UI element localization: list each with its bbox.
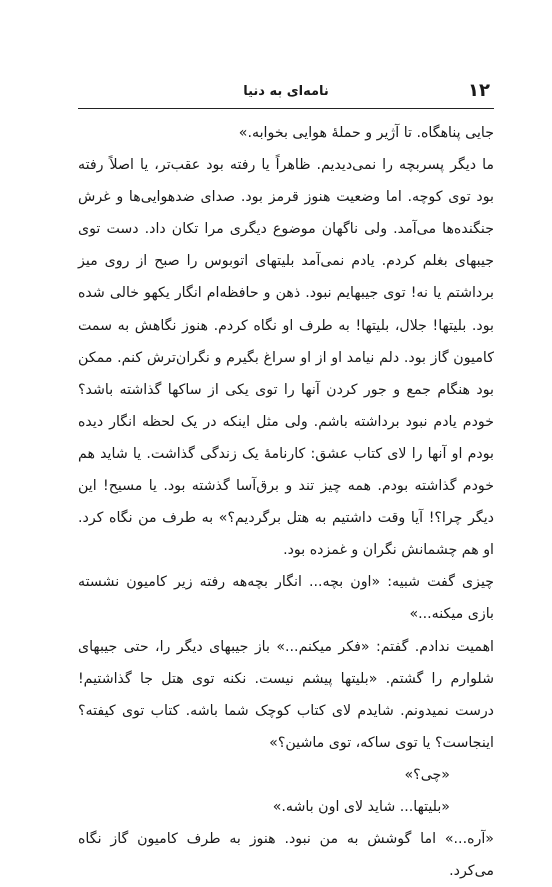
body-text [78,117,494,887]
paragraph-4: اهمیت ندادم. گفتم: «فکر میکنم...» باز جیبهای دیگر را، حتی جیبهای شلوارم را گشتم. «بلیتها پیشم نیست. نکنه توی هتل جا گذاشتیم! درست نمیدونم. شایدم لای کتاب کوچک شما باشه. کتاب توی کیفته؟ اینجاست؟ یا توی ساکه، توی ماشین؟» [78,638,494,751]
running-title: نامه‌ای به دنیا [243,84,329,99]
book-page [78,78,494,880]
paragraph-3: چیزی گفت شبیه: «اون بچه... انگار بچه‌هه رفته زیر کامیون نشسته بازی میکنه...» [78,574,494,623]
paragraph-7: «آره...» اما گوشش به من نبود. هنوز به طرف کامیون گاز نگاه می‌کرد. [78,831,494,880]
paragraph-2: ما دیگر پسربچه را نمی‌دیدیم. ظاهراً یا رفته بود عقب‌تر، یا اصلاً رفته بود توی کوچه. اما وضعیت هنوز قرمز بود. صدای ضدهوایی‌ها و غرش جنگنده‌ها می‌آمد. ولی ناگهان موضوع دیگری مرا تکان داد. دست توی جیبهای بغلم کردم. یادم نمی‌آمد بلیتهای اتوبوس را صبح از روی میز برداشتم یا نه! توی جیبهایم نبود. ذهن و حافظه‌ام انگار یکهو خالی شده بود. بلیتها! جلال، بلیتها! به طرف او نگاه کردم. هنوز نگاهش به سمت کامیون گاز بود. دلم نیامد او از او سراغ بگیرم و نگران‌ترش کنم. ممکن بود هنگام جمع و جور کردن آنها را توی یکی از ساکها گذاشته باشد؟ خودم یادم نبود برداشته باشم. ولی مثل اینکه در یک لحظه انگار دیده بودم او آنها را لای کتاب عشق: کارنامهٔ یک زندگی گذاشت. یا شاید هم خودم گذاشته بودم. همه چیز تند و برق‌آسا گذشته بود. یا مسیح! این دیگر چرا؟! آیا وقت داشتیم به هتل برگردیم؟» به طرف من نگاه کرد. او هم چشمانش نگران و غمزده بود. [78,157,494,559]
page-number: ۱۲ [468,80,490,101]
page-header [78,78,494,109]
paragraph-1: جایی پناهگاه. تا آژیر و حملهٔ هوایی بخوابه.» [238,125,494,141]
paragraph-5: «چی؟» [404,766,450,783]
paragraph-6: «بلیتها... شاید لای اون باشه.» [272,798,450,815]
